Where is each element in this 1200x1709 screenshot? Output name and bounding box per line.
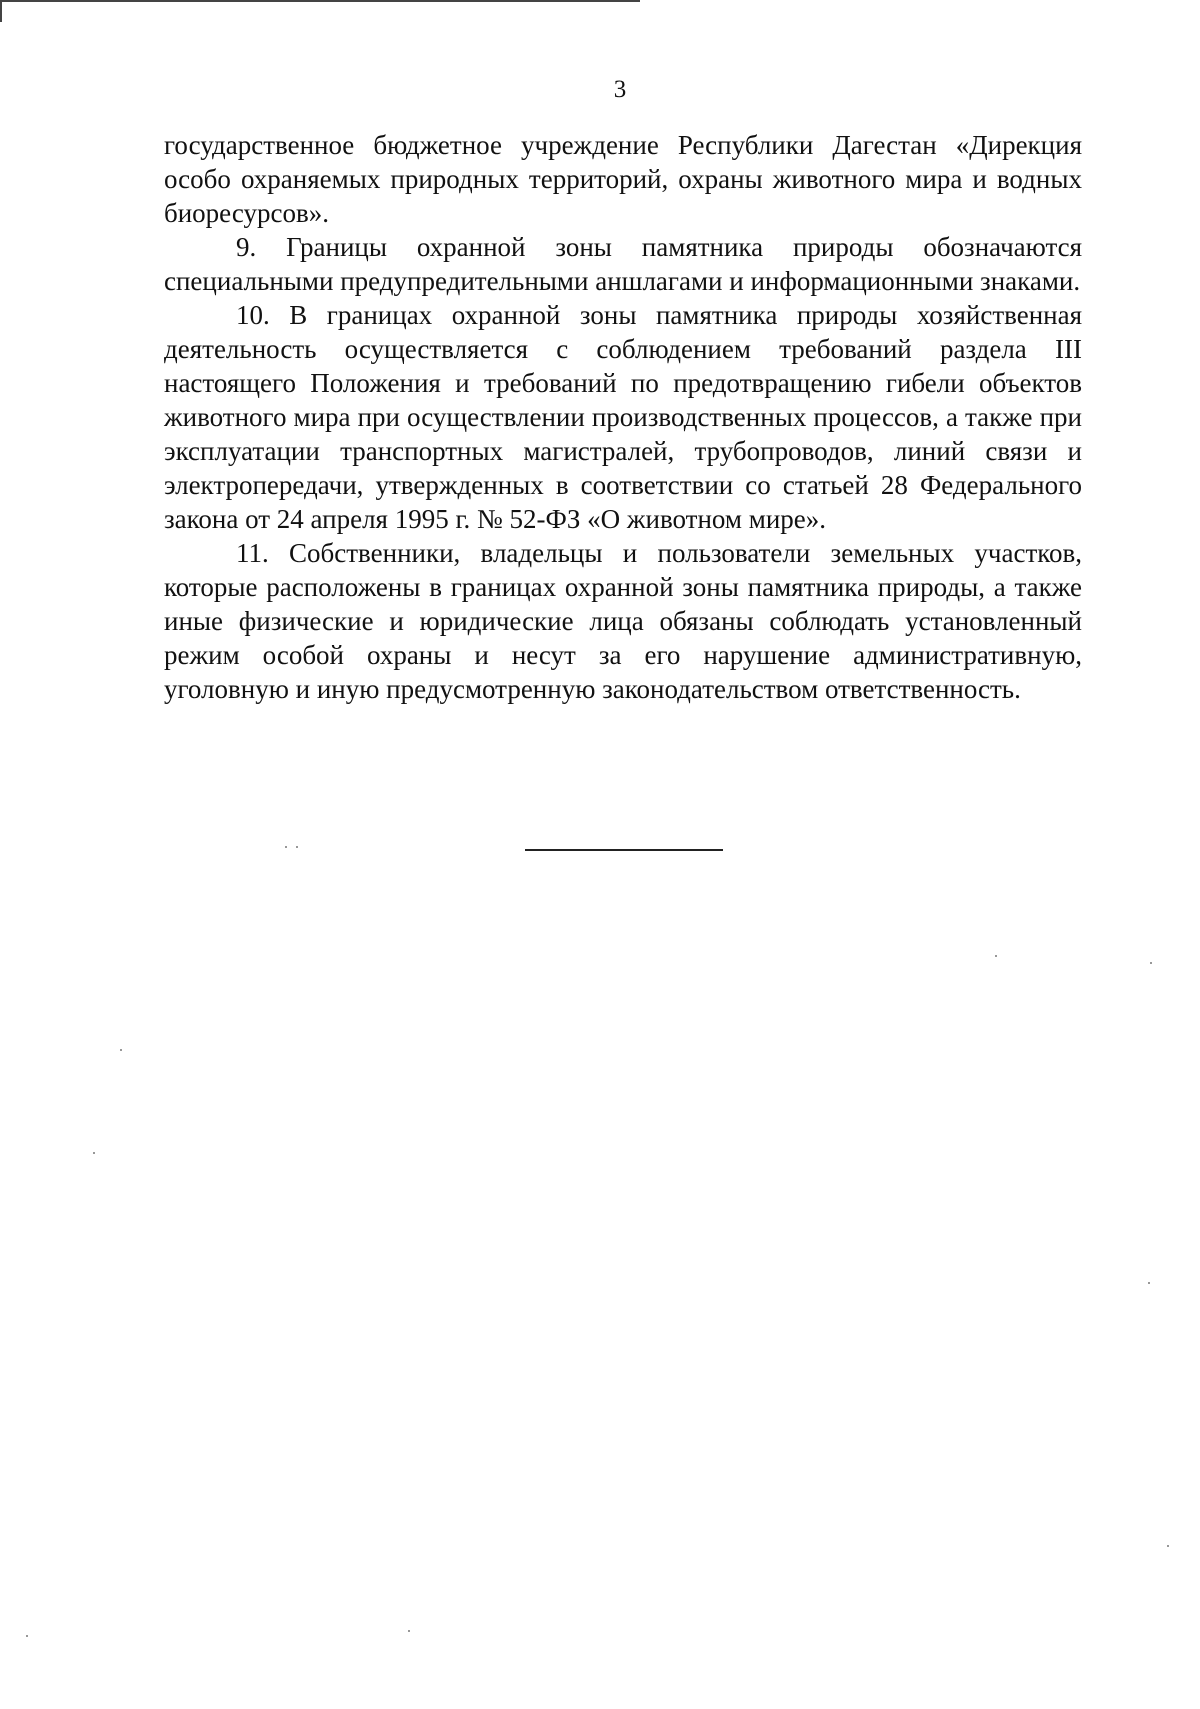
scan-speck — [1167, 1545, 1169, 1547]
end-separator-line — [525, 849, 723, 851]
page-number: 3 — [613, 76, 627, 103]
paragraph-continuation: государственное бюджетное учреждение Республики Дагестан «Дирекция особо охраняемых природных территорий, охраны животного мира и водных биоресурсов». — [164, 130, 1082, 228]
scan-speck — [1150, 962, 1152, 964]
scan-speck — [26, 1635, 28, 1637]
paragraph-11: 11. Собственники, владельцы и пользователи земельных участков, которые расположены в границах охранной зоны памятника природы, а также иные физические и юридические лица обязаны соблюдать установленный режим особой охраны и несут за его нарушение административную, уголовную и иную предусмотренную законодательством ответственность. — [164, 538, 1082, 704]
paragraph-9: 9. Границы охранной зоны памятника природы обозначаются специальными предупредительными аншлагами и информационными знаками. — [164, 232, 1082, 296]
scan-speck — [995, 955, 997, 957]
scan-speck — [1148, 1282, 1150, 1284]
scan-speck — [285, 846, 287, 848]
scan-speck — [296, 846, 298, 848]
scan-edge-top — [0, 0, 640, 2]
paragraph-10: 10. В границах охранной зоны памятника природы хозяйственная деятельность осуществляется с соблюдением требований раздела III настоящего Положения и требований по предотвращению гибели объектов животного мира при осуществлении производственных процессов, а также при эксплуатации транспортных магистралей, трубопроводов, линий связи и электропередачи, утвержденных в соответствии со статьей 28 Федерального закона от 24 апреля 1995 г. № 52-ФЗ «О животном мире». — [164, 300, 1082, 534]
document-body — [164, 128, 1082, 706]
scan-speck — [408, 1630, 410, 1632]
scan-edge-left — [0, 0, 2, 22]
scan-speck — [120, 1049, 122, 1051]
scan-speck — [93, 1152, 95, 1154]
